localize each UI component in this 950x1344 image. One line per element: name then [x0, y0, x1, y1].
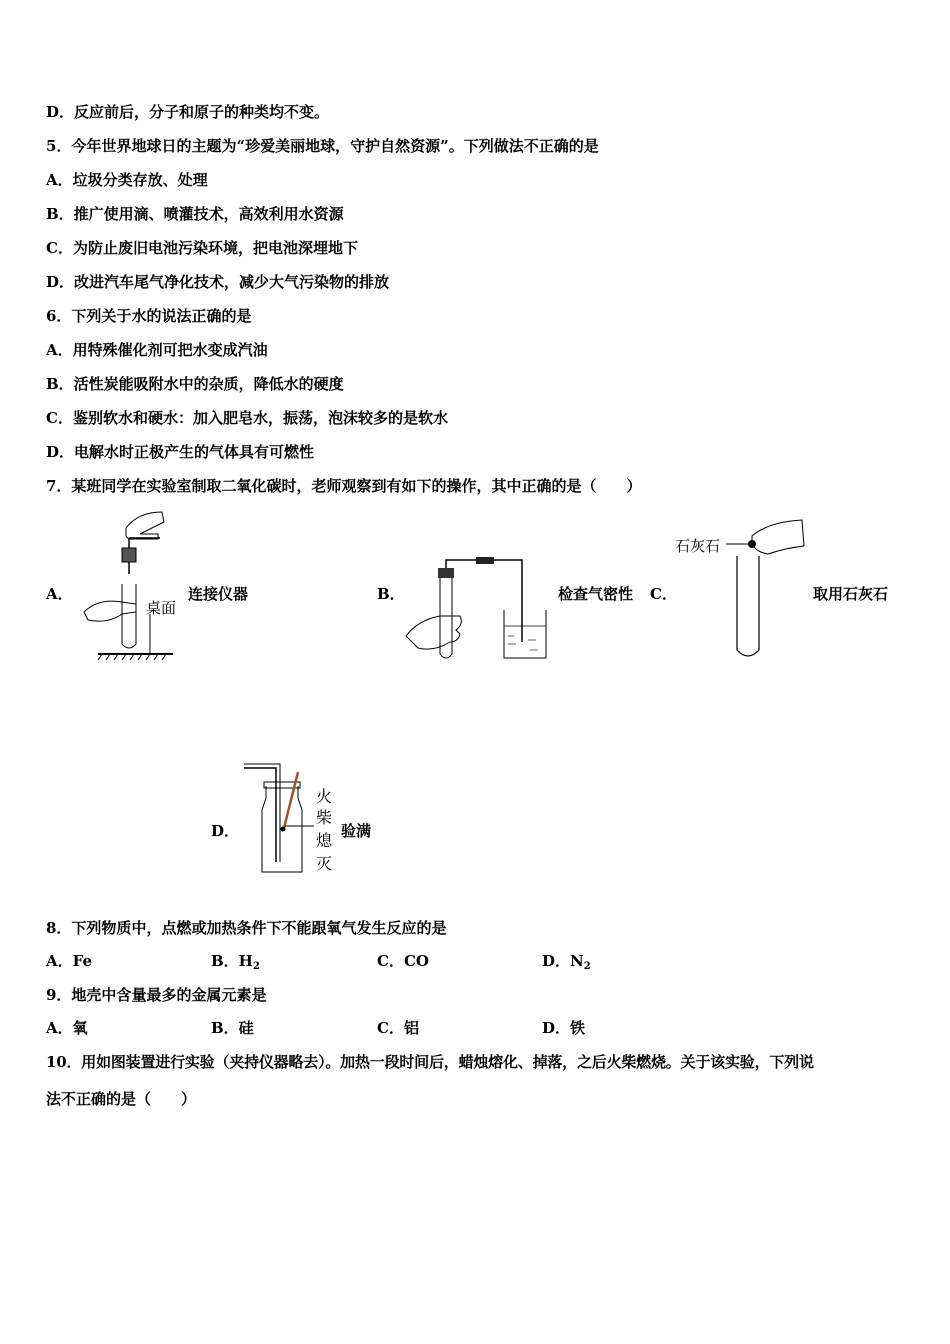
q8-option-b-subscript: 2 — [252, 961, 260, 972]
q10-stem-line-2: 法不正确的是（ ） — [46, 1090, 197, 1108]
q9-option-b: B．硅 — [211, 1019, 254, 1037]
q8-option-d-text: D．N — [542, 952, 584, 970]
q7-option-c-letter: C． — [650, 585, 677, 603]
q6-stem: 6．下列关于水的说法正确的是 — [46, 307, 252, 325]
q6-option-c: C．鉴别软水和硬水：加入肥皂水，振荡，泡沫较多的是软水 — [46, 409, 448, 427]
q8-stem: 8．下列物质中，点燃或加热条件下不能跟氧气发生反应的是 — [46, 919, 447, 937]
q5-stem: 5．今年世界地球日的主题为“珍爱美丽地球，守护自然资源”。下列做法不正确的是 — [46, 137, 599, 155]
q5-option-c: C．为防止废旧电池污染环境，把电池深埋地下 — [46, 239, 358, 257]
q8-option-d-subscript: 2 — [583, 961, 591, 972]
q7-option-d-text: 验满 — [341, 822, 372, 840]
q7-match-label-4: 灭 — [316, 854, 333, 873]
q9-option-a: A．氧 — [46, 1019, 88, 1037]
q8-option-a: A．Fe — [46, 952, 93, 970]
q7-option-d-figure — [240, 762, 320, 877]
q7-option-b-figure — [404, 550, 552, 665]
q7-stem: 7．某班同学在实验室制取二氧化碳时，老师观察到有如下的操作，其中正确的是（ ） — [46, 477, 642, 495]
q8-option-c: C．CO — [377, 952, 429, 970]
q7-match-label-1: 火 — [316, 787, 333, 806]
q7-option-d-letter: D． — [211, 822, 240, 840]
q8-option-d — [542, 951, 591, 977]
q9-option-d: D．铁 — [542, 1019, 586, 1037]
q10-stem-line-1: 10．用如图装置进行实验（夹持仪器略去）。加热一段时间后，蜡烛熔化、掉落，之后火柴燃烧。关于该实验，下列说 — [46, 1053, 814, 1071]
q9-stem: 9．地壳中含量最多的金属元素是 — [46, 986, 267, 1004]
q5-option-d: D．改进汽车尾气净化技术，减少大气污染物的排放 — [46, 273, 390, 291]
q7-option-a-text: 连接仪器 — [188, 585, 249, 603]
q7-option-b-letter: B． — [377, 585, 405, 603]
q6-option-a: A．用特殊催化剂可把水变成汽油 — [46, 341, 268, 359]
q7-match-label-2: 柴 — [316, 808, 333, 827]
q6-option-d: D．电解水时正极产生的气体具有可燃性 — [46, 443, 315, 461]
q6-option-b: B．活性炭能吸附水中的杂质，降低水的硬度 — [46, 375, 344, 393]
q9-option-c: C．铝 — [377, 1019, 419, 1037]
q7-option-a-figure — [78, 508, 178, 663]
q8-option-b-text: B．H — [211, 952, 253, 970]
q7-option-a-letter: A． — [46, 585, 73, 603]
q7-table-label: 桌面 — [146, 599, 177, 617]
q7-option-c-text: 取用石灰石 — [813, 585, 889, 603]
q5-option-a: A．垃圾分类存放、处理 — [46, 171, 208, 189]
q4-option-d: D．反应前后，分子和原子的种类均不变。 — [46, 103, 330, 121]
q8-option-b — [211, 951, 260, 977]
q5-option-b: B．推广使用滴、喷灌技术，高效利用水资源 — [46, 205, 344, 223]
q7-limestone-label: 石灰石 — [675, 537, 721, 555]
q7-option-b-text: 检查气密性 — [558, 585, 634, 603]
q7-match-label-3: 熄 — [316, 831, 333, 850]
q7-option-c-figure — [722, 518, 808, 664]
